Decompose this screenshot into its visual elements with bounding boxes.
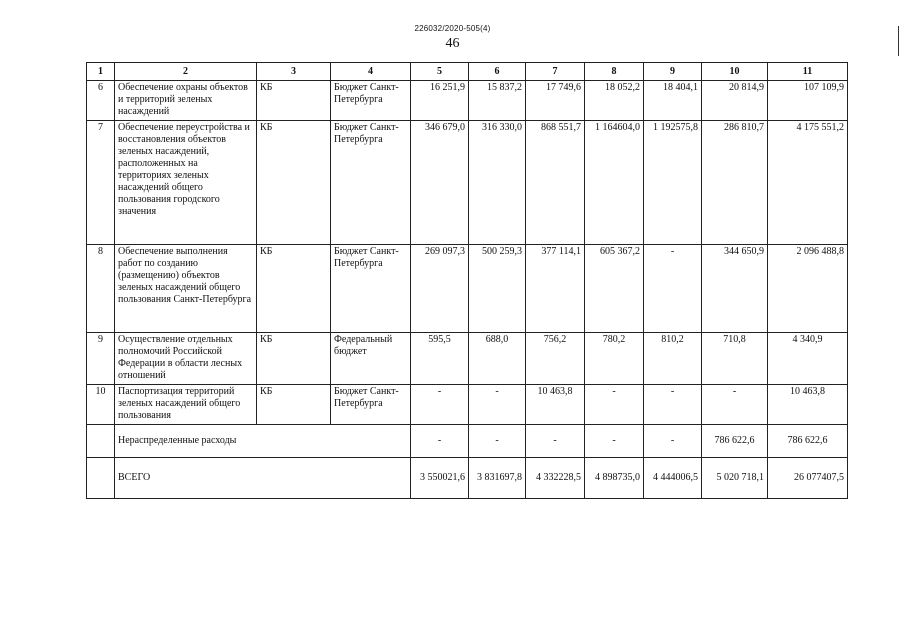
table-row: [87, 385, 848, 425]
document-code: 226032/2020-505(4): [414, 24, 491, 33]
value-cell: 269 097,3: [411, 245, 469, 333]
value-cell: 286 810,7: [702, 121, 768, 245]
value-cell: 868 551,7: [526, 121, 585, 245]
table-row: [87, 245, 848, 333]
header-row: [87, 63, 848, 81]
page-number: 46: [445, 36, 460, 51]
value-cell: 4 340,9: [768, 333, 848, 385]
row-code: КБ: [257, 245, 331, 333]
total-value-cell: 3 550021,6: [411, 458, 469, 499]
row-number: 9: [87, 333, 115, 385]
total-value-cell: 4 898735,0: [585, 458, 644, 499]
value-cell: 1 164604,0: [585, 121, 644, 245]
column-header: 5: [411, 63, 469, 81]
row-number: 8: [87, 245, 115, 333]
row-name: Осуществление отдельных полномочий Российской Федерации в области лесных отношений: [115, 333, 257, 385]
row-number: 10: [87, 385, 115, 425]
row-code: КБ: [257, 385, 331, 425]
column-header: 6: [469, 63, 526, 81]
total-value-cell: 4 444006,5: [644, 458, 702, 499]
value-cell: -: [585, 425, 644, 458]
row-name: Обеспечение переустройства и восстановления объектов зеленых насаждений, расположенных на территориях зеленых насаждений общего пользования городского значения: [115, 121, 257, 245]
value-cell: -: [644, 425, 702, 458]
value-cell: 4 175 551,2: [768, 121, 848, 245]
empty-cell: [87, 425, 115, 458]
value-cell: -: [585, 385, 644, 425]
value-cell: -: [411, 425, 469, 458]
value-cell: 18 404,1: [644, 81, 702, 121]
row-name: Обеспечение охраны объектов и территорий зеленых насаждений: [115, 81, 257, 121]
value-cell: 710,8: [702, 333, 768, 385]
column-header: 9: [644, 63, 702, 81]
table-row: [87, 333, 848, 385]
value-cell: -: [644, 245, 702, 333]
row-code: КБ: [257, 121, 331, 245]
row-source: Бюджет Санкт-Петербурга: [331, 385, 411, 425]
total-value-cell: 5 020 718,1: [702, 458, 768, 499]
value-cell: 756,2: [526, 333, 585, 385]
table-row: [87, 81, 848, 121]
row-name: Паспортизация территорий зеленых насаждений общего пользования: [115, 385, 257, 425]
column-header: 8: [585, 63, 644, 81]
row-name: Обеспечение выполнения работ по созданию (размещению) объектов зеленых насаждений общего пользования Санкт-Петербурга: [115, 245, 257, 333]
total-value-cell: 4 332228,5: [526, 458, 585, 499]
row-source: Бюджет Санкт-Петербурга: [331, 121, 411, 245]
value-cell: -: [644, 385, 702, 425]
column-header: 4: [331, 63, 411, 81]
column-header: 11: [768, 63, 848, 81]
column-header: 1: [87, 63, 115, 81]
value-cell: -: [469, 385, 526, 425]
value-cell: -: [469, 425, 526, 458]
value-cell: 10 463,8: [526, 385, 585, 425]
unallocated-label: Нераспределенные расходы: [115, 425, 411, 458]
row-source: Бюджет Санкт-Петербурга: [331, 81, 411, 121]
row-source: Бюджет Санкт-Петербурга: [331, 245, 411, 333]
value-cell: 15 837,2: [469, 81, 526, 121]
value-cell: -: [702, 385, 768, 425]
total-value-cell: 26 077407,5: [768, 458, 848, 499]
row-source: Федеральный бюджет: [331, 333, 411, 385]
value-cell: 346 679,0: [411, 121, 469, 245]
empty-cell: [87, 458, 115, 499]
value-cell: 2 096 488,8: [768, 245, 848, 333]
value-cell: 16 251,9: [411, 81, 469, 121]
row-number: 7: [87, 121, 115, 245]
value-cell: 605 367,2: [585, 245, 644, 333]
value-cell: 316 330,0: [469, 121, 526, 245]
column-header: 10: [702, 63, 768, 81]
value-cell: 344 650,9: [702, 245, 768, 333]
column-header: 7: [526, 63, 585, 81]
table-row: [87, 121, 848, 245]
margin-mark: [898, 26, 899, 56]
value-cell: 107 109,9: [768, 81, 848, 121]
value-cell: 786 622,6: [702, 425, 768, 458]
unallocated-row: [87, 425, 848, 458]
row-code: КБ: [257, 333, 331, 385]
value-cell: 688,0: [469, 333, 526, 385]
value-cell: 18 052,2: [585, 81, 644, 121]
value-cell: 20 814,9: [702, 81, 768, 121]
value-cell: 595,5: [411, 333, 469, 385]
value-cell: -: [526, 425, 585, 458]
value-cell: 780,2: [585, 333, 644, 385]
row-number: 6: [87, 81, 115, 121]
row-code: КБ: [257, 81, 331, 121]
value-cell: 17 749,6: [526, 81, 585, 121]
column-header: 3: [257, 63, 331, 81]
value-cell: -: [411, 385, 469, 425]
value-cell: 377 114,1: [526, 245, 585, 333]
column-header: 2: [115, 63, 257, 81]
budget-table: [86, 62, 848, 499]
value-cell: 500 259,3: [469, 245, 526, 333]
value-cell: 1 192575,8: [644, 121, 702, 245]
value-cell: 810,2: [644, 333, 702, 385]
total-label: ВСЕГО: [115, 458, 411, 499]
total-value-cell: 3 831697,8: [469, 458, 526, 499]
value-cell: 10 463,8: [768, 385, 848, 425]
total-row: [87, 458, 848, 499]
value-cell: 786 622,6: [768, 425, 848, 458]
